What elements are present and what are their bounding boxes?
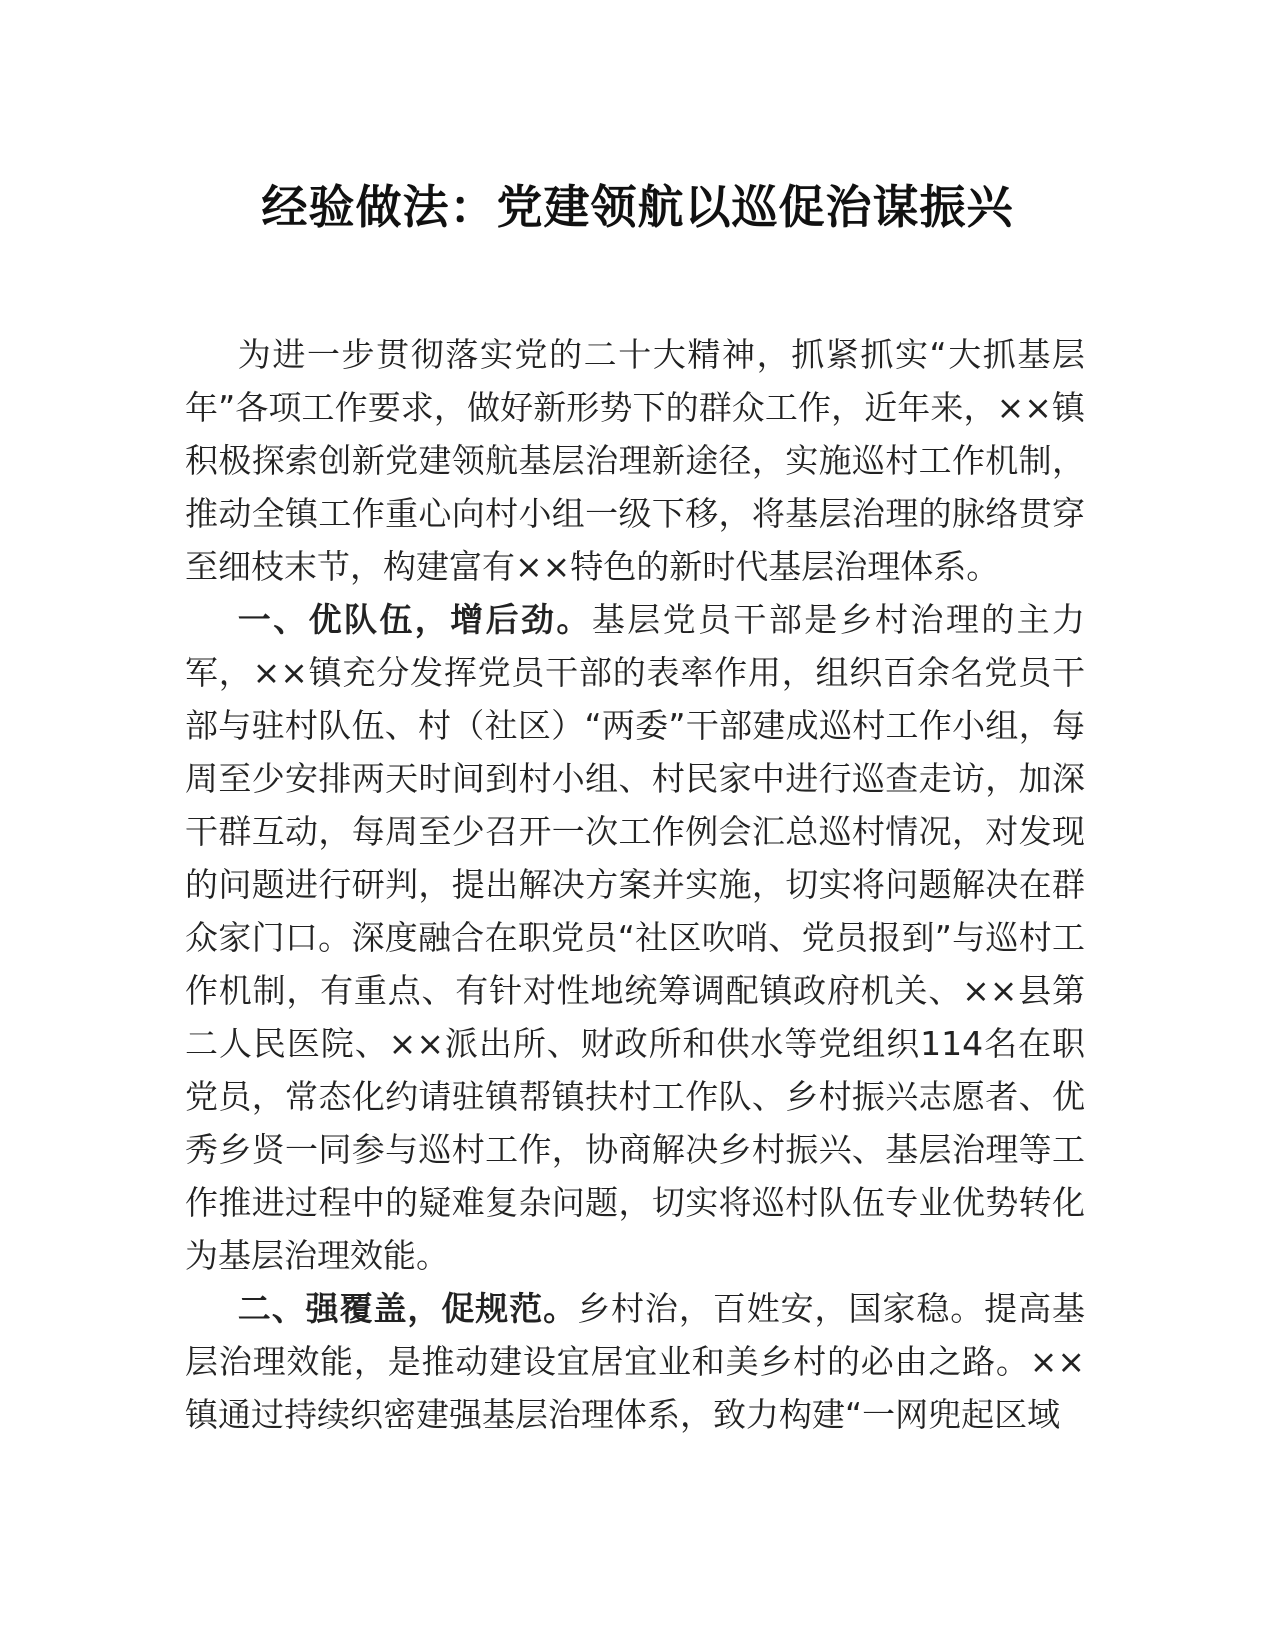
document-title: 经验做法：党建领航以巡促治谋振兴 <box>261 179 1014 234</box>
paragraph-text: 基层党员干部是乡村治理的主力军，××镇充分发挥党员干部的表率作用，组织百余名党员干部与驻村队伍、村（社区）“两委”干部建成巡村工作小组，每周至少安排两天时间到村小组、村民家中进行巡查走访，加深干群互动，每周至少召开一次工作例会汇总巡村情况，对发现的问题进行研判，提出解决方案并实施，切实将问题解决在群众家门口。深度融合在职党员“社区吹哨、党员报到”与巡村工作机制，有重点、有针对性地统筹调配镇政府机关、××县第二人民医院、××派出所、财政所和供水等党组织114名在职党员，常态化约请驻镇帮镇扶村工作队、乡村振兴志愿者、优秀乡贤一同参与巡村工作，协商解决乡村振兴、基层治理等工作推进过程中的疑难复杂问题，切实将巡村队伍专业优势转化为基层治理效能。 <box>185 600 1086 1275</box>
paragraph-section-1 <box>185 593 1085 1282</box>
paragraph-intro <box>185 328 1085 593</box>
paragraph-text: 为进一步贯彻落实党的二十大精神，抓紧抓实“大抓基层年”各项工作要求，做好新形势下的群众工作，近年来，××镇积极探索创新党建领航基层治理新途径，实施巡村工作机制，推动全镇工作重心向村小组一级下移，将基层治理的脉络贯穿至细枝末节，构建富有××特色的新时代基层治理体系。 <box>185 335 1085 586</box>
paragraph-lead: 二、强覆盖，促规范。 <box>237 1289 578 1328</box>
paragraph-section-2 <box>185 1282 1085 1441</box>
paragraph-lead: 一、优队伍，增后劲。 <box>237 600 592 639</box>
document-body <box>185 328 1085 1441</box>
paragraph-text: 乡村治，百姓安，国家稳。提高基层治理效能，是推动建设宜居宜业和美乡村的必由之路。××镇通过持续织密建强基层治理体系，致力构建“一网兜起区域 <box>185 1289 1086 1434</box>
